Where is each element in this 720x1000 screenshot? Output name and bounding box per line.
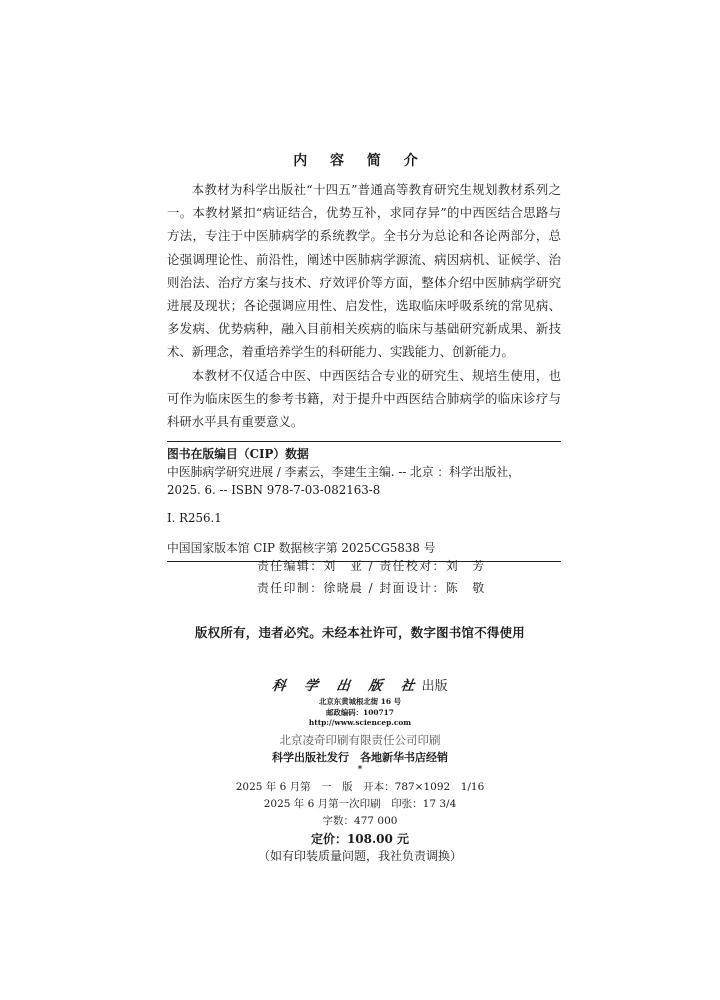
publisher-postcode: 邮政编码：100717 [326, 707, 394, 717]
cip-title: 图书在版编目（CIP）数据 [167, 447, 309, 461]
separator-star: * [357, 764, 363, 775]
publisher-address: 北京东黄城根北街 16 号 [319, 697, 401, 706]
printer-line: 北京凌奇印刷有限责任公司印刷 [279, 732, 441, 747]
imprint-block [0, 676, 720, 865]
price: 定价：108.00 元 [310, 831, 410, 846]
cip-top-rule [167, 441, 561, 442]
printing-line: 2025 年 6 月第一次印刷 印张：17 3/4 [263, 797, 457, 810]
edition-line: 2025 年 6 月第 一 版 开本：787×1092 1/16 [235, 780, 485, 793]
cip-record-line-2: 2025. 6. -- ISBN 978-7-03-082163-8 [167, 483, 381, 497]
publisher-suffix: 出版 [421, 679, 448, 694]
editors-line-1: 责任编辑：刘 亚 / 责任校对：刘 芳 [257, 559, 486, 573]
copyright-notice: 版权所有，违者必究。未经本社许可，数字图书馆不得使用 [195, 625, 525, 640]
distribution-line: 科学出版社发行 各地新华书店经销 [272, 750, 448, 764]
cip-block [167, 441, 561, 562]
cip-record-line-1: 中医肺病学研究进展 / 李素云，李建生主编. -- 北京 ：科学出版社， [167, 465, 520, 479]
editors-line-2: 责任印制：徐晓晨 / 封面设计：陈 敬 [257, 581, 486, 595]
intro-body [167, 178, 561, 433]
publisher-website: http://www.sciencep.com [308, 718, 412, 727]
publisher-logo: 科 学 出 版 社 [271, 678, 423, 694]
intro-paragraph-1: 本教材为科学出版社“十四五”普通高等教育研究生规划教材系列之一。本教材紧扣“病证结合，优势互补，求同存异”的中西医结合思路与方法，专注于中医肺病学的系统教学。全书分为总论和各论两部分，总论强调理论性、前沿性，阐述中医肺病学源流、病因病机、证候学、治则治法、治疗方案与技术、疗效评价等方面，整体介绍中医肺病学研究进展及现状；各论强调应用性、启发性，选取临床呼吸系统的常见病、多发病、优势病种，融入目前相关疾病的临床与基础研究新成果、新技术、新理念，着重培养学生的科研能力、实践能力、创新能力。 [167, 182, 561, 360]
quality-note: （如有印装质量问题，我社负责调换） [257, 848, 462, 863]
cip-classification: Ⅰ. R256.1 [167, 511, 222, 525]
editors-block [257, 555, 486, 599]
word-count: 字数：477 000 [322, 814, 398, 827]
intro-heading: 内 容 简 介 [293, 153, 427, 169]
cip-number: 中国国家版本馆 CIP 数据核字第 2025CG5838 号 [167, 541, 436, 555]
intro-paragraph-2: 本教材不仅适合中医、中西医结合专业的研究生、规培生使用，也可作为临床医生的参考书籍，对于提升中西医结合肺病学的临床诊疗与科研水平具有重要意义。 [167, 367, 561, 430]
publisher-line [0, 676, 720, 697]
